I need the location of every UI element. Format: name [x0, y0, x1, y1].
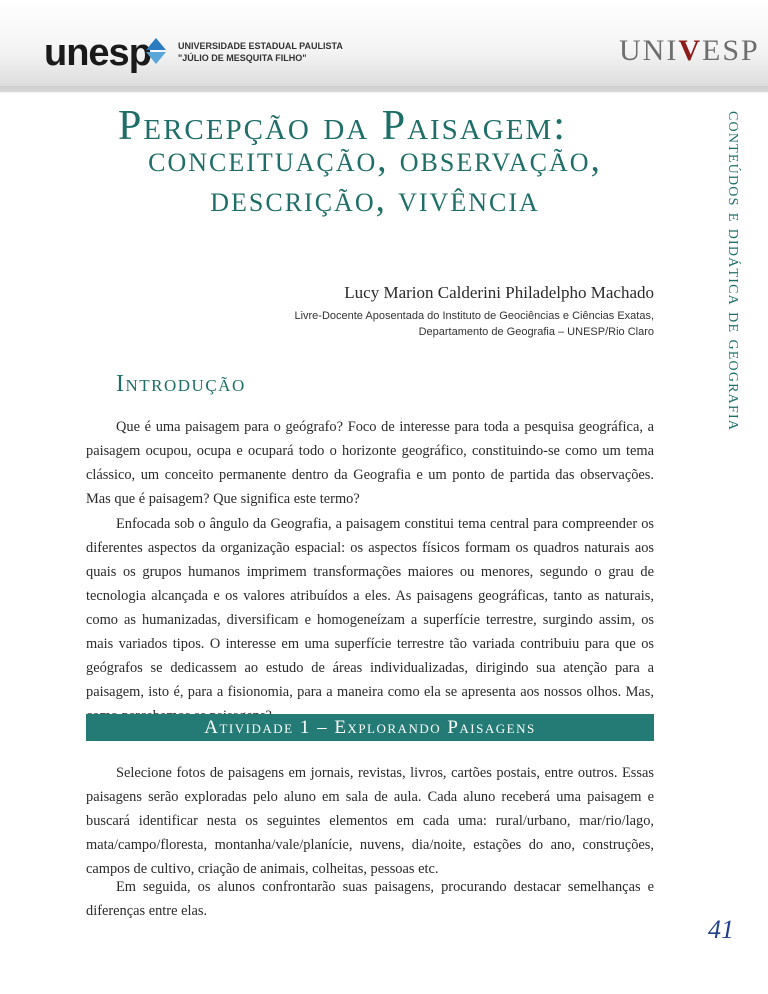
introduction-paragraph-2: Enfocada sob o ângulo da Geografia, a paisagem constitui tema central para compreender os diferentes aspectos da organização espacial: os aspectos físicos formam os quadros naturais aos quais os grupos humanos imprimem transformações maiores ou menores, segundo o grau de tecnologia alcançada e os valores atribuídos a eles. As paisagens geográficas, tanto as naturais, como as humanizadas, diversificam e homogeneízam a superfície terrestre, surgindo assim, os mais variados tipos. O interesse em uma superfície terrestre tão variada contribuiu para que os geógrafos se dedicassem ao estudo de áreas individualizadas, dirigindo sua atenção para a paisagem, isto é, para a fisionomia, para a maneira como ela se apresenta aos nossos olhos. Mas, — [86, 516, 654, 700]
header-shadow — [0, 86, 768, 94]
affiliation-line-1: Livre-Docente Aposentada do Instituto de Geociências e Ciências Exatas, — [294, 310, 654, 322]
author-name: Lucy Marion Calderini Philadelpho Machado — [344, 283, 654, 302]
title-line-2: conceituação, observação, — [148, 139, 602, 180]
affiliation-line-2: Departamento de Geografia – UNESP/Rio Claro — [418, 326, 654, 338]
author-affiliation — [234, 308, 654, 340]
university-name — [178, 40, 343, 64]
univesp-logo-pre: UNI — [619, 34, 679, 67]
university-name-line1: UNIVERSIDADE ESTADUAL PAULISTA — [178, 41, 343, 51]
univesp-logo-post: ESP — [702, 34, 760, 67]
university-name-line2: "JÚLIO DE MESQUITA FILHO" — [178, 53, 307, 63]
unesp-logo-text: unesp — [44, 32, 151, 74]
title-line-3: descrição, vivência — [210, 179, 540, 220]
introduction-paragraph-1: Que é uma paisagem para o geógrafo? Foco de interesse para toda a pesquisa geográfica, a paisagem ocupou, ocupa e ocupará todo o horizonte geográfico, constituindo-se como um tema clássico, um conceito permanente dentro da Geografia e um ponto de partida das observações. Mas que é paisagem? Que significa este termo? — [86, 419, 654, 507]
activity-heading-bar: Atividade 1 – Explorando Paisagens — [86, 714, 654, 741]
sidebar-series-title: conteúdos e didática de geografia — [724, 111, 746, 432]
activity-paragraph-2: Em seguida, os alunos confrontarão suas paisagens, procurando destacar semelhanças e diferenças entre elas. — [86, 879, 654, 919]
title-line-2-3 — [90, 140, 660, 220]
page-number: 41 — [708, 915, 734, 944]
introduction-heading: Introdução — [116, 371, 246, 397]
univesp-logo — [619, 35, 760, 67]
unesp-emblem-icon — [142, 36, 170, 66]
univesp-logo-v: V — [678, 34, 702, 67]
title-line-1: Percepção da Paisagem: — [118, 103, 567, 149]
activity-paragraph-1: Selecione fotos de paisagens em jornais, revistas, livros, cartões postais, entre outros. Essas paisagens serão exploradas pelo aluno em sala de aula. Cada aluno receberá uma paisagem e buscará identificar nesta os seguintes elementos em cada uma: rural/urbano, mar/rio/lago, mata/campo/floresta, montanha/vale/planície, nuvens, dia/noite, estações do ano, construções, campos de cultivo, criação de animais, colheitas, pessoas etc. — [86, 765, 654, 877]
